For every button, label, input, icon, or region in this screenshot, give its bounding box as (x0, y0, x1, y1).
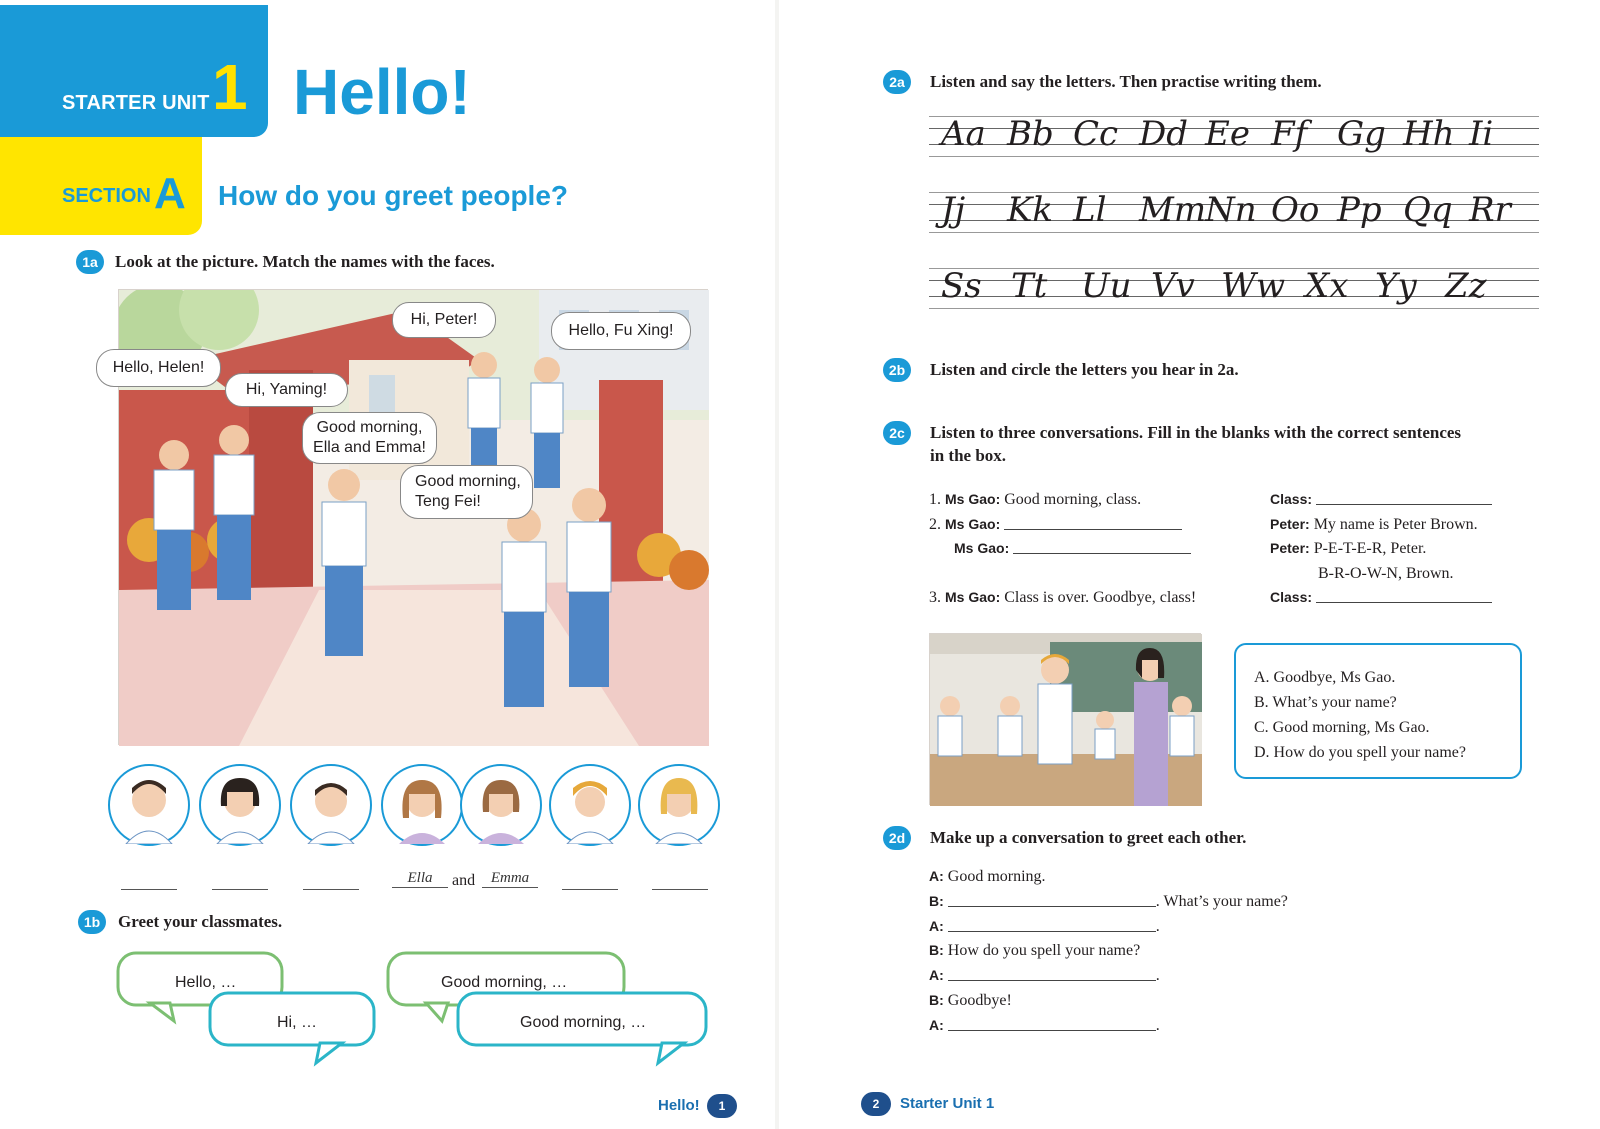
conversation-3-line (929, 589, 1196, 607)
answer-blank-4[interactable] (562, 889, 618, 890)
face-girl-ella (381, 764, 463, 846)
letter-pair: Vv (1151, 266, 1195, 306)
letter-pair: Kk (1007, 190, 1054, 230)
exercise-2c-instruction-line1: Listen to three conversations. Fill in the blanks with the correct sentences (930, 423, 1462, 442)
letter-pair: Dd (1139, 114, 1189, 154)
conversation-2-line-1 (929, 516, 1182, 534)
exercise-2a-instruction: Listen and say the letters. Then practise writing them. (930, 72, 1322, 91)
fill-blank[interactable] (1316, 602, 1492, 603)
alphabet-row-3 (929, 264, 1539, 308)
right-page (779, 0, 1600, 1129)
option-a: A. Goodbye, Ms Gao. (1254, 669, 1396, 686)
speech-text: Good morning, (415, 473, 521, 490)
answer-options-box (1234, 643, 1522, 779)
classroom-illustration (929, 633, 1201, 805)
speech-bubble-hello-fu-xing (551, 312, 691, 350)
speech-bubble-good-morning-teng-fei (400, 465, 533, 519)
footer-title: Hello! (658, 1097, 700, 1114)
letter-pair: Hh (1403, 114, 1455, 154)
unit-label: STARTER UNIT (62, 92, 210, 114)
line-text: Class is over. Goodbye, class! (1004, 589, 1197, 606)
speaker-ms-gao: Ms Gao: (945, 491, 1001, 507)
footer-page-number: 1 (707, 1094, 737, 1118)
speaker-class: Class: (1270, 491, 1313, 507)
letter-pair: Tt (1011, 266, 1048, 306)
page-title: Hello! (293, 56, 471, 128)
fill-blank[interactable] (948, 906, 1156, 907)
speaker-b: B: (929, 893, 944, 909)
letter-pair: Jj (941, 190, 966, 230)
fill-blank[interactable] (1316, 504, 1492, 505)
line-text: Goodbye! (947, 992, 1012, 1009)
item-number: 1. (929, 491, 941, 508)
speech-bubble-good-morning-ella-emma (302, 412, 437, 464)
exercise-2d-instruction: Make up a conversation to greet each other. (930, 828, 1247, 847)
alphabet-row-2 (929, 188, 1539, 232)
item-number: 3. (929, 589, 941, 606)
answer-blank-5[interactable] (652, 889, 708, 890)
letter-pair: Zz (1445, 266, 1487, 306)
conversation-2-reply-3: B-R-O-W-N, Brown. (1318, 565, 1454, 582)
exercise-badge-2b: 2b (883, 358, 911, 382)
speaker-class: Class: (1270, 589, 1313, 605)
face-boy-3 (549, 764, 631, 846)
conversation-1-line (929, 491, 1141, 509)
letter-pair: Rr (1469, 190, 1511, 230)
exercise-1a-instruction: Look at the picture. Match the names with the faces. (115, 252, 495, 271)
face-girl-2 (638, 764, 720, 846)
speech-bubble-hi-peter (392, 302, 496, 338)
speaker-ms-gao: Ms Gao: (954, 540, 1010, 556)
speaker-a: A: (929, 1017, 944, 1033)
section-letter: A (154, 169, 186, 218)
section-title: How do you greet people? (218, 180, 569, 211)
letter-pair: Aa (941, 114, 986, 154)
line-text: My name is Peter Brown. (1313, 516, 1478, 533)
greeting-hi: Hi, … (277, 1014, 317, 1031)
conversation-2-reply-1 (1270, 516, 1478, 534)
letter-pair: Qq (1403, 190, 1453, 230)
answer-and: and (452, 872, 476, 889)
speaker-ms-gao: Ms Gao: (945, 589, 1001, 605)
face-boy-2 (290, 764, 372, 846)
speech-text: Hello, Helen! (112, 359, 205, 376)
exercise-2b-instruction: Listen and circle the letters you hear in 2a. (930, 360, 1239, 379)
letter-pair: Uu (1081, 266, 1132, 306)
footer-title: Starter Unit 1 (900, 1095, 995, 1112)
letter-pair: Pp (1337, 190, 1382, 230)
speaker-a: A: (929, 868, 944, 884)
conversation-3-reply (1270, 589, 1492, 607)
letter-pair: Mm (1139, 190, 1207, 230)
speech-text: Hi, Yaming! (245, 381, 328, 398)
greeting-good-morning-2: Good morning, … (520, 1014, 647, 1031)
speech-text: Teng Fei! (415, 493, 481, 510)
line-text: . What’s your name? (1155, 893, 1288, 910)
dialog-line-5 (929, 967, 1160, 985)
exercise-badge-2c: 2c (883, 421, 911, 445)
exercise-badge-2d: 2d (883, 826, 911, 850)
item-number: 2. (929, 516, 941, 533)
answer-blank-1[interactable] (121, 889, 177, 890)
speaker-b: B: (929, 992, 944, 1008)
speaker-a: A: (929, 918, 944, 934)
line-text: . (1155, 1017, 1160, 1034)
letter-pair: Ll (1073, 190, 1107, 230)
greeting-bubbles-svg (110, 945, 710, 1075)
speech-bubble-hi-yaming (225, 373, 348, 407)
speech-text: Ella and Emma! (313, 439, 426, 456)
exercise-2c-instruction-line2: in the box. (930, 446, 1007, 465)
letter-pair: Xx (1305, 266, 1349, 306)
letter-pair: Gg (1337, 114, 1386, 154)
speech-bubble-hello-helen (96, 349, 221, 387)
speaker-ms-gao: Ms Gao: (945, 516, 1001, 532)
fill-blank[interactable] (1013, 553, 1191, 554)
speaker-peter: Peter: (1270, 516, 1310, 532)
footer-page-number: 2 (861, 1092, 891, 1116)
speech-text: Hello, Fu Xing! (568, 322, 674, 339)
letter-pair: Bb (1007, 114, 1054, 154)
answer-ella: Ella (392, 870, 448, 888)
conversation-1-reply (1270, 491, 1492, 509)
fill-blank[interactable] (948, 980, 1156, 981)
exercise-1b-instruction: Greet your classmates. (118, 912, 283, 931)
unit-number: 1 (212, 51, 248, 123)
exercise-badge-1a: 1a (76, 250, 104, 274)
greeting-hello: Hello, … (175, 974, 237, 991)
conversation-2-reply-2 (1270, 540, 1426, 558)
option-b: B. What’s your name? (1254, 694, 1397, 711)
dialog-line-6 (929, 992, 1012, 1010)
letter-pair: Ee (1205, 114, 1250, 154)
fill-blank[interactable] (948, 931, 1156, 932)
greeting-good-morning-1: Good morning, … (441, 974, 568, 991)
line-text: P-E-T-E-R, Peter. (1313, 540, 1427, 557)
answer-emma: Emma (482, 870, 538, 888)
section-label: SECTION (62, 185, 151, 207)
letter-pair: Nn (1205, 190, 1257, 230)
line-text: How do you spell your name? (947, 942, 1141, 959)
letter-pair: Ff (1271, 114, 1308, 154)
fill-blank[interactable] (948, 1030, 1156, 1031)
option-d: D. How do you spell your name? (1254, 744, 1466, 761)
dialog-line-7 (929, 1017, 1160, 1035)
speech-text: Good morning, (316, 419, 423, 436)
exercise-badge-1b: 1b (78, 910, 106, 934)
letter-pair: Cc (1073, 114, 1119, 154)
letter-pair: Oo (1271, 190, 1320, 230)
speaker-peter: Peter: (1270, 540, 1310, 556)
speaker-b: B: (929, 942, 944, 958)
option-c: C. Good morning, Ms Gao. (1254, 719, 1430, 736)
line-text: . (1155, 967, 1160, 984)
letter-pair: Ss (941, 266, 982, 306)
line-text: . (1155, 918, 1160, 935)
speech-text: Hi, Peter! (410, 311, 478, 328)
exercise-badge-2a: 2a (883, 70, 911, 94)
left-page (0, 0, 775, 1129)
line-text: Good morning, class. (1004, 491, 1142, 508)
answer-blank-3[interactable] (303, 889, 359, 890)
fill-blank[interactable] (1004, 529, 1182, 530)
dialog-line-2 (929, 893, 1288, 911)
letter-pair: Ww (1221, 266, 1286, 306)
conversation-2-line-2 (954, 540, 1191, 558)
dialog-line-1 (929, 868, 1046, 886)
alphabet-row-1 (929, 112, 1539, 156)
dialog-line-3 (929, 918, 1160, 936)
speaker-a: A: (929, 967, 944, 983)
line-text: Good morning. (947, 868, 1046, 885)
face-girl-1 (199, 764, 281, 846)
face-boy-1 (108, 764, 190, 846)
letter-pair: Yy (1375, 266, 1417, 306)
dialog-line-4 (929, 942, 1140, 960)
answer-blank-2[interactable] (212, 889, 268, 890)
face-girl-emma (460, 764, 542, 846)
letter-pair: Ii (1469, 114, 1494, 154)
